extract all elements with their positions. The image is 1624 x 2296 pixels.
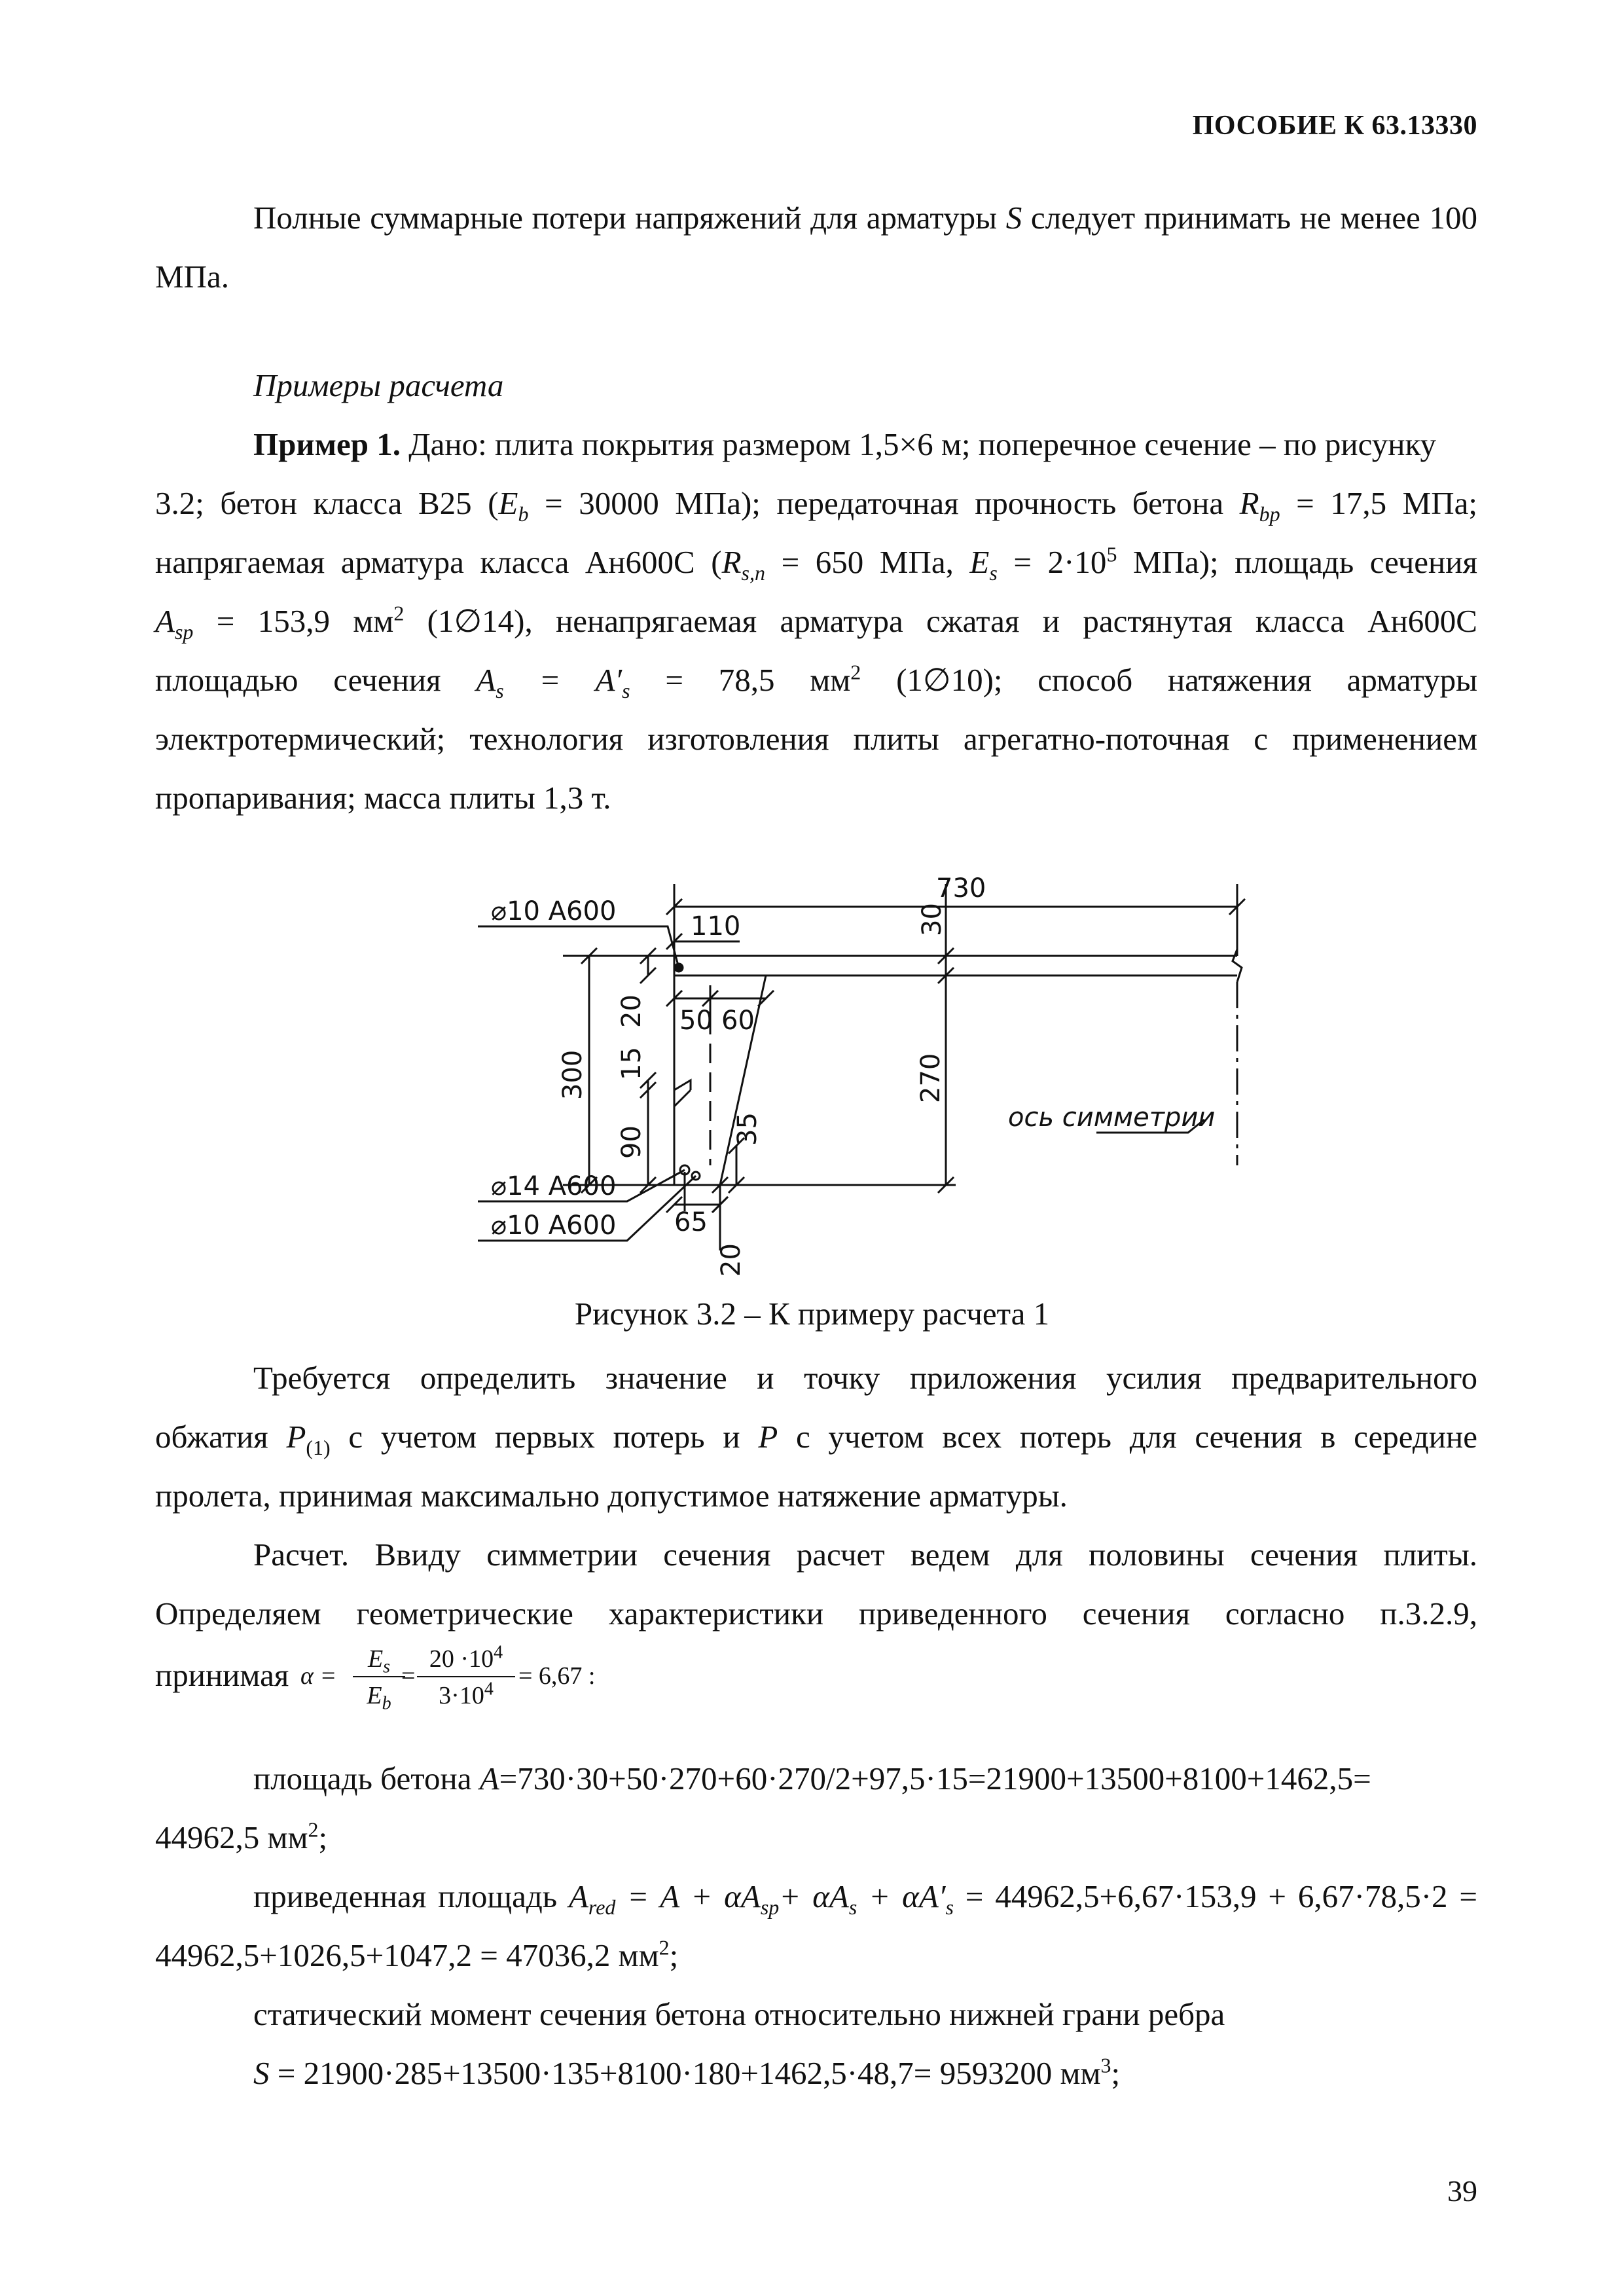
frac2-num — [417, 1642, 515, 1673]
text-span: натяжения — [1167, 662, 1312, 698]
label-bottom-bar-10: ⌀10 А600 — [491, 1211, 617, 1241]
example1-line7: пропаривания; масса плиты 1,3 т. — [155, 780, 611, 816]
dim-60: 60 — [721, 1006, 755, 1036]
figure-caption: Рисунок 3.2 – К примеру расчета 1 — [574, 1296, 1050, 1332]
text-span: приведенная площадь — [253, 1878, 569, 1914]
dim-730: 730 — [936, 873, 986, 903]
subscript: s — [622, 678, 630, 702]
text-span: ; — [669, 1937, 679, 1973]
example1-line3 — [155, 533, 1477, 592]
subscript: s — [989, 560, 998, 585]
text-span: = 21900·285+13500·135+8100·180+1462,5·48,7= 9593200 мм — [269, 2055, 1101, 2091]
equals: = — [401, 1662, 416, 1690]
ared-line1 — [253, 1867, 1477, 1926]
example1-line4 — [155, 592, 1477, 651]
dim-65: 65 — [674, 1207, 708, 1237]
subscript: red — [588, 1895, 616, 1919]
symbol: = A + αA — [615, 1878, 761, 1914]
area-line2 — [155, 1808, 1477, 1867]
text-span: Полные суммарные потери напряжений для арматуры — [253, 200, 1006, 236]
text-span: ; — [318, 1819, 328, 1855]
symbol: R — [721, 544, 742, 580]
frac2-bar — [417, 1676, 515, 1677]
cross-section-figure — [458, 858, 1283, 1290]
text-span: с учетом всех потерь для сечения в середине — [778, 1419, 1477, 1455]
text-span: Дано: плита покрытия размером 1,5×6 м; поперечное сечение – по рисунку — [400, 426, 1437, 462]
superscript: 5 — [1106, 542, 1117, 566]
dim-35: 35 — [732, 1112, 763, 1146]
subscript: b — [518, 501, 529, 526]
dim-300: 300 — [558, 1049, 588, 1100]
text-span: = 44962,5+6,67·153,9 + 6,67·78,5·2 = — [953, 1878, 1478, 1914]
symbol: P — [286, 1419, 306, 1455]
running-header: ПОСОБИЕ К 63.13330 — [1192, 111, 1477, 141]
symbol: A — [568, 1878, 588, 1914]
text-span: = 17,5 МПа; — [1280, 485, 1477, 521]
example1-line5 — [155, 651, 1477, 710]
superscript: 2 — [308, 1817, 319, 1842]
subscript: sp — [174, 619, 194, 644]
alpha-symbol: α = — [300, 1662, 337, 1690]
symbol: P — [758, 1419, 778, 1455]
symbol-S: S — [1005, 200, 1022, 236]
required-line1: Требуется определить значение и точку приложения усилия предварительного — [253, 1360, 1477, 1396]
text-span: способ — [1038, 662, 1133, 698]
symbol: E — [498, 485, 518, 521]
subscript: s — [945, 1895, 954, 1919]
subscript: b — [382, 1693, 391, 1714]
text-span: с учетом первых потерь и — [330, 1419, 759, 1455]
label-top-bar: ⌀10 А600 — [491, 896, 617, 926]
calc-line1: Расчет. Ввиду симметрии сечения расчет ведем для половины сечения плиты. — [253, 1537, 1477, 1573]
text-span: 44962,5 мм — [155, 1819, 308, 1855]
superscript: 2 — [393, 601, 405, 625]
subscript: (1) — [306, 1435, 331, 1459]
label-bottom-bar-14: ⌀14 А600 — [491, 1171, 617, 1201]
symbol: A — [476, 662, 496, 698]
example1-line2 — [155, 474, 1477, 533]
superscript: 2 — [850, 660, 861, 684]
example-label: Пример 1. — [253, 426, 401, 462]
text-span: (1∅10); — [896, 662, 1003, 698]
text-span: площадь бетона — [253, 1760, 480, 1796]
dim-30: 30 — [917, 903, 947, 936]
text-span: 20 ·10 — [429, 1645, 494, 1673]
text-span: = 2·10 — [997, 544, 1107, 580]
alpha-result: = 6,67 : — [518, 1662, 596, 1690]
stat-line1: статический момент сечения бетона относительно нижней грани ребра — [253, 1996, 1225, 2032]
subscript: bp — [1259, 501, 1280, 526]
text-span: = 153,9 мм — [193, 603, 394, 639]
example1-line6: электротермический; технология изготовления плиты агрегатно-поточная с применением — [155, 721, 1477, 757]
text-span: площадью сечения — [155, 662, 441, 698]
frac2-den — [417, 1681, 515, 1710]
axis-label: ось симметрии — [1008, 1102, 1216, 1133]
symbol: R — [1239, 485, 1259, 521]
symbol: + αA — [779, 1878, 849, 1914]
alpha-formula — [155, 1642, 810, 1723]
text-span: (1∅14), ненапрягаемая арматура сжатая и растянутая класса Ан600С — [404, 603, 1477, 639]
symbol: E — [367, 1682, 382, 1709]
required-line3: пролета, принимая максимально допустимое натяжение арматуры. — [155, 1478, 1068, 1514]
text-span: =730·30+50·270+60·270/2+97,5·15=21900+13500+8100+1462,5= — [499, 1760, 1371, 1796]
page-number: 39 — [1447, 2174, 1477, 2208]
symbol: + αA′ — [857, 1878, 946, 1914]
dim-90: 90 — [617, 1125, 647, 1159]
text-span: 3.2; бетон класса В25 ( — [155, 485, 499, 521]
subscript: s — [848, 1895, 857, 1919]
text-span: следует принимать не менее 100 МПа. — [155, 200, 1477, 295]
text-span: МПа); площадь сечения — [1117, 544, 1477, 580]
superscript: 3 — [1100, 2053, 1111, 2077]
superscript: 4 — [494, 1642, 503, 1663]
superscript: 4 — [484, 1679, 494, 1700]
subscript: sp — [760, 1895, 780, 1919]
examples-title: Примеры расчета — [253, 367, 504, 403]
section-title — [253, 356, 1576, 415]
ared-line2 — [155, 1926, 1477, 1985]
stat-line2 — [253, 2044, 1576, 2103]
subscript: s — [383, 1656, 391, 1677]
frac1-num — [353, 1645, 405, 1677]
superscript: 2 — [659, 1935, 670, 1959]
frac1-den — [353, 1681, 405, 1714]
symbol: A — [155, 603, 175, 639]
calc-line2: Определяем геометрические характеристики приведенного сечения согласно п.3.2.9, — [155, 1595, 1477, 1631]
paragraph-losses — [155, 189, 1477, 306]
text-span: принимая — [155, 1657, 289, 1693]
symbol: E — [367, 1645, 384, 1673]
symbol: A — [479, 1760, 499, 1796]
dim-20-bottom: 20 — [716, 1243, 746, 1277]
area-line1 — [253, 1749, 1576, 1808]
dim-20-top: 20 — [617, 994, 647, 1028]
text-span: ; — [1111, 2055, 1121, 2091]
text-span: 44962,5+1026,5+1047,2 = 47036,2 мм — [155, 1937, 659, 1973]
example1-line1 — [253, 415, 1576, 474]
symbol: S — [253, 2055, 270, 2091]
subscript: s — [496, 678, 504, 702]
symbol: = A′ — [503, 662, 623, 698]
text-span: обжатия — [155, 1419, 287, 1455]
text-span: = 650 МПа, — [765, 544, 970, 580]
text-span: напрягаемая арматура класса Ан600С ( — [155, 544, 722, 580]
dim-270: 270 — [916, 1053, 946, 1103]
text-span: = 78,5 мм — [630, 662, 851, 698]
text-span: арматуры — [1346, 662, 1478, 698]
dim-15: 15 — [617, 1047, 647, 1080]
text-span: 3·10 — [439, 1682, 484, 1709]
frac1-bar — [353, 1676, 405, 1677]
symbol: E — [969, 544, 990, 580]
subscript: s,n — [741, 560, 765, 585]
required-line2 — [155, 1408, 1477, 1467]
dim-50: 50 — [679, 1006, 713, 1036]
text-span: = 30000 МПа); передаточная прочность бетона — [528, 485, 1240, 521]
dim-110: 110 — [691, 911, 741, 941]
